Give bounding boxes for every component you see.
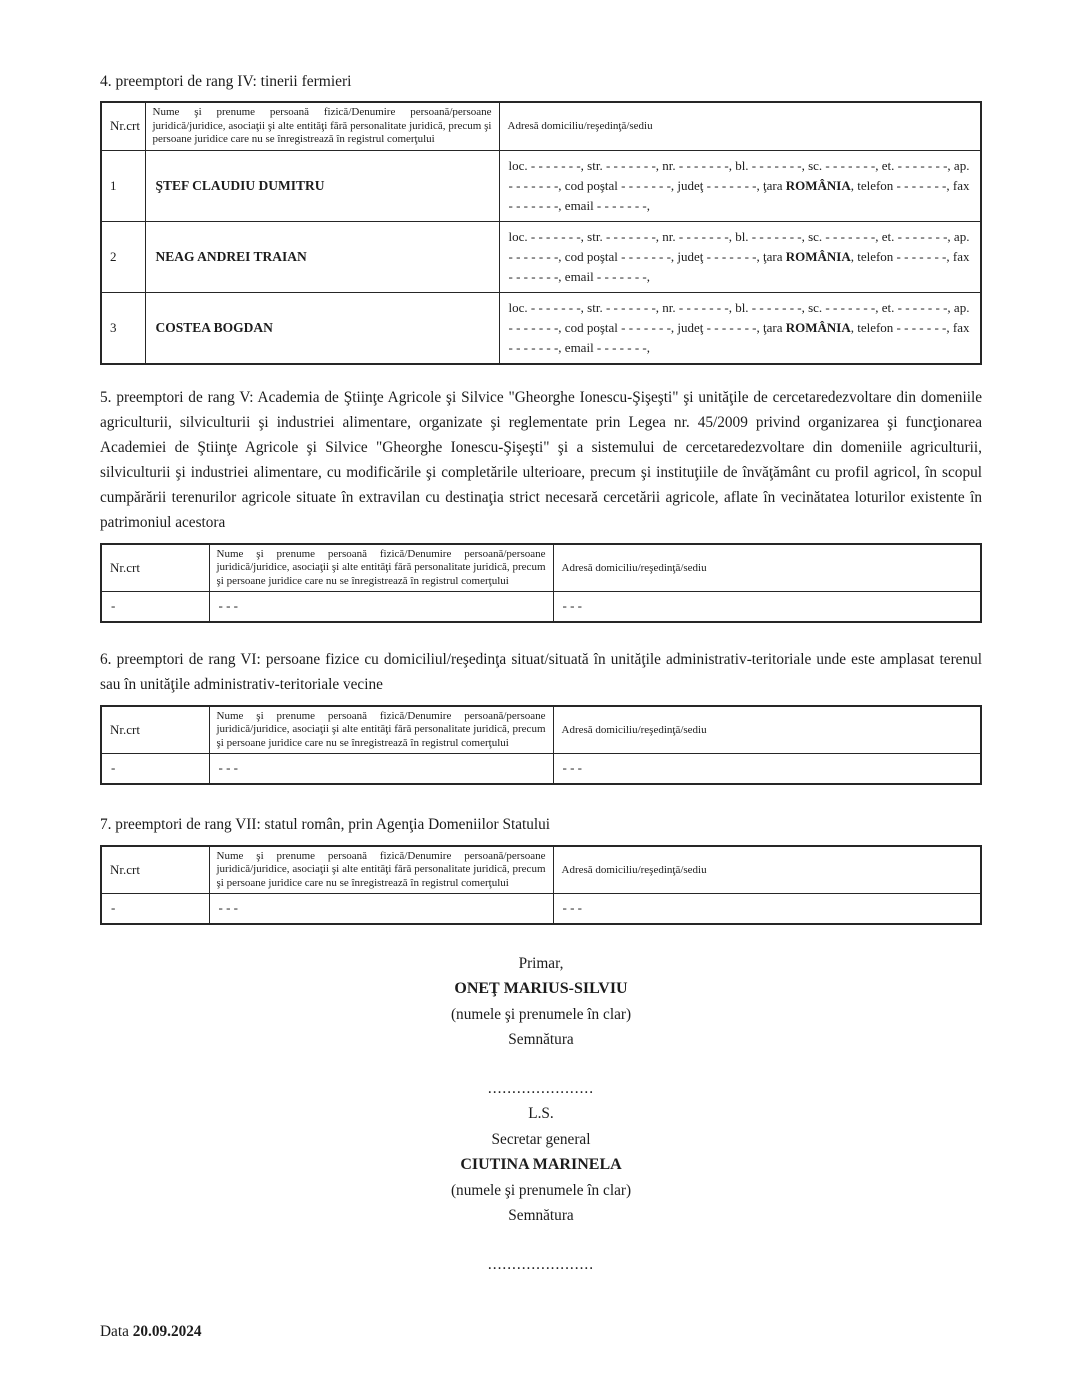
section6-paragraph: 6. preemptori de rang VI: persoane fizice cu domiciliul/reşedinţa situat/situată în unităţile administrativ-teritoriale unde este amplasat terenul sau în unităţile administrativ-teritoriale vecine (100, 650, 982, 693)
table-row-empty (101, 592, 981, 622)
person-name: COSTEA BOGDAN (145, 292, 499, 364)
address-line3: fax - - - - - - -, email - - - - - - -, (508, 319, 970, 355)
table-row-empty (101, 754, 981, 784)
rank4-preemptors-table (100, 101, 982, 365)
col-header-nr: Nr.crt (101, 544, 209, 592)
signature-dots: ...................... (487, 1255, 595, 1273)
address-line3: fax - - - - - - -, email - - - - - - -, (508, 248, 970, 284)
address-line2-post: , telefon - - - - - - -, (850, 177, 950, 193)
address-line2-post: , telefon - - - - - - -, (850, 319, 950, 335)
table-row-empty (101, 894, 981, 924)
section4-title: 4. preemptori de rang IV: tinerii fermieri (100, 73, 352, 90)
address-line2-pre: ap. - - - - - - -, cod poştal - - - - - - -, judeţ - - - - - - -, ţara (508, 228, 970, 264)
address-line1: loc. - - - - - - -, str. - - - - - - -, nr. - - - - - - -, bl. - - - - - - -, sc. - - - - - - -, et. - - - - - - -, (508, 299, 951, 315)
empty-person-name: - - - (209, 592, 553, 622)
section7-title: 7. preemptori de rang VII: statul român, prin Agenţia Domeniilor Statului (100, 815, 551, 833)
row-number: 3 (101, 292, 145, 364)
person-name: ŞTEF CLAUDIU DUMITRU (145, 150, 499, 221)
signature-dots: ...................... (487, 1079, 595, 1097)
col-header-name: Nume şi prenume persoană fizică/Denumire persoană/persoane juridică/juridice, asociaţii şi alte entităţi fără personalitate juridică, precum şi persoane juridice care nu se înregistrează în registrul comerţului (145, 102, 499, 150)
empty-person-address: - - - (553, 754, 981, 784)
mayor-title: Primar, (518, 954, 564, 972)
col-header-address: Adresă domiciliu/reşedinţă/sediu (553, 706, 981, 754)
person-name: NEAG ANDREI TRAIAN (145, 221, 499, 292)
empty-person-name: - - - (209, 754, 553, 784)
empty-row-number: - (101, 894, 209, 924)
section5-paragraph: 5. preemptori de rang V: Academia de Ştiinţe Agricole şi Silvice "Gheorghe Ionescu-Şişeşti" şi unităţile de cercetaredezvoltare din domeniile agriculturii, silviculturii şi industriei alimentare, organizate şi reglementate prin Legea nr. 45/2009 privind organizarea şi funcţionarea Academiei de Ştiinţe Agricole şi Silvice "Gheorghe Ionescu-Şişeşti" şi a sistemului de cercetaredezvoltare din domeniile agriculturii, silviculturii şi industriei alimentare, cu modificările şi completările ulterioare, precum şi instituţiile de învăţământ cu profil agricol, în scopul cumpărării terenurilor agricole situate în extravilan cu destinaţia strict necesară cercetării agricole, aflate în vecinătatea loturilor existente în patrimoniul acestora (100, 388, 982, 531)
country-name: ROMÂNIA (785, 319, 851, 335)
table-row (101, 150, 981, 221)
person-address (499, 150, 981, 221)
date-value: 20.09.2024 (132, 1323, 202, 1340)
col-header-nr: Nr.crt (101, 706, 209, 754)
secretary-name: CIUTINA MARINELA (460, 1156, 622, 1173)
signature-label: Semnătura (508, 1031, 574, 1048)
person-address (499, 221, 981, 292)
rank5-preemptors-table (100, 543, 982, 623)
col-header-address: Adresă domiciliu/reşedinţă/sediu (553, 544, 981, 592)
empty-person-name: - - - (209, 894, 553, 924)
address-line1: loc. - - - - - - -, str. - - - - - - -, nr. - - - - - - -, bl. - - - - - - -, sc. - - - - - - -, et. - - - - - - -, (508, 157, 951, 173)
empty-person-address: - - - (553, 592, 981, 622)
col-header-name: Nume şi prenume persoană fizică/Denumire persoană/persoane juridică/juridice, asociaţii şi alte entităţi fără personalitate juridică, precum şi persoane juridice care nu se înregistrează în registrul comerţului (209, 544, 553, 592)
col-header-name: Nume şi prenume persoană fizică/Denumire persoană/persoane juridică/juridice, asociaţii şi alte entităţi fără personalitate juridică, precum şi persoane juridice care nu se înregistrează în registrul comerţului (209, 706, 553, 754)
empty-row-number: - (101, 754, 209, 784)
col-header-name: Nume şi prenume persoană fizică/Denumire persoană/persoane juridică/juridice, asociaţii şi alte entităţi fără personalitate juridică, precum şi persoane juridice care nu se înregistrează în registrul comerţului (209, 846, 553, 894)
secretary-title: Secretar general (491, 1130, 591, 1148)
document-date (100, 1323, 982, 1341)
address-line2-pre: ap. - - - - - - -, cod poştal - - - - - - -, judeţ - - - - - - -, ţara (508, 299, 970, 335)
country-name: ROMÂNIA (785, 177, 851, 193)
col-header-address: Adresă domiciliu/reşedinţă/sediu (499, 102, 981, 150)
address-line2-pre: ap. - - - - - - -, cod poştal - - - - - - -, judeţ - - - - - - -, ţara (508, 157, 970, 193)
table-row (101, 292, 981, 364)
name-note: (numele şi prenumele în clar) (450, 1005, 632, 1023)
country-name: ROMÂNIA (785, 248, 851, 264)
empty-row-number: - (101, 592, 209, 622)
mayor-signature-block (100, 951, 982, 1278)
row-number: 1 (101, 150, 145, 221)
date-label: Data (100, 1323, 129, 1340)
address-line1: loc. - - - - - - -, str. - - - - - - -, nr. - - - - - - -, bl. - - - - - - -, sc. - - - - - - -, et. - - - - - - -, (508, 228, 951, 244)
row-number: 2 (101, 221, 145, 292)
mayor-name: ONEŢ MARIUS-SILVIU (454, 980, 628, 997)
rank7-preemptors-table (100, 845, 982, 925)
rank6-preemptors-table (100, 705, 982, 785)
signature-label: Semnătura (508, 1207, 574, 1224)
col-header-nr: Nr.crt (101, 102, 145, 150)
person-address (499, 292, 981, 364)
table-row (101, 221, 981, 292)
ls-label: L.S. (528, 1105, 554, 1122)
empty-person-address: - - - (553, 894, 981, 924)
col-header-address: Adresă domiciliu/reşedinţă/sediu (553, 846, 981, 894)
name-note: (numele şi prenumele în clar) (450, 1181, 632, 1199)
address-line2-post: , telefon - - - - - - -, (850, 248, 950, 264)
address-line3: fax - - - - - - -, email - - - - - - -, (508, 177, 970, 213)
col-header-nr: Nr.crt (101, 846, 209, 894)
